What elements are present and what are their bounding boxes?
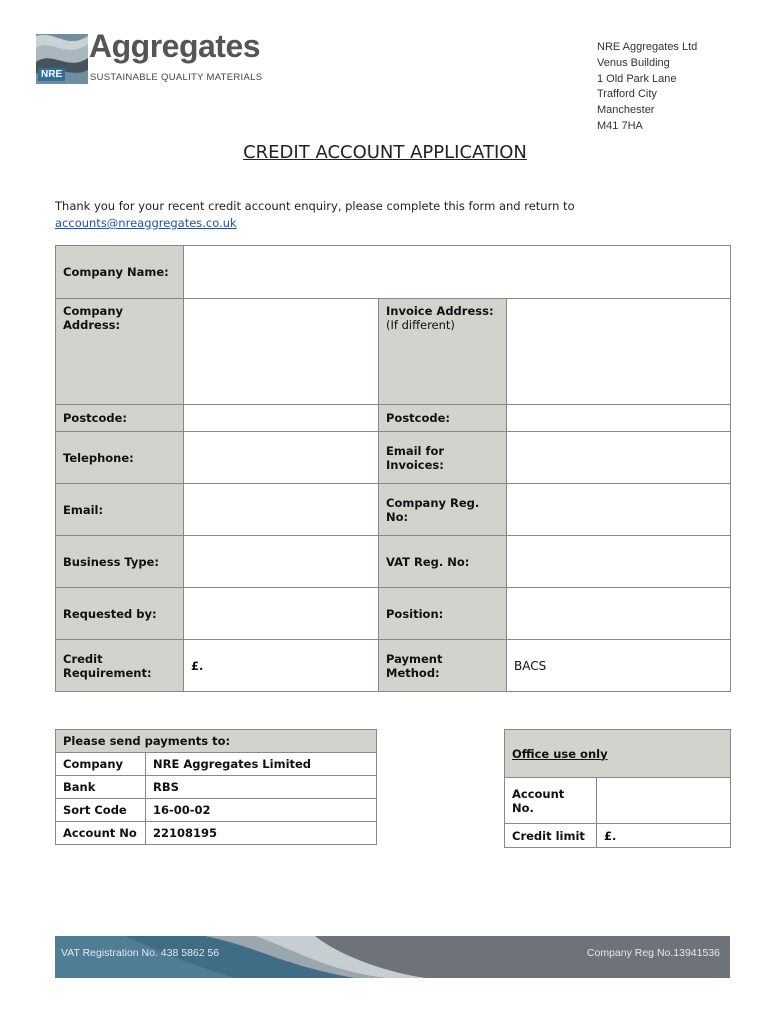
office-credit-limit-label: Credit limit bbox=[505, 824, 597, 848]
payment-label: Account No bbox=[56, 822, 146, 845]
invoice-address-label bbox=[379, 299, 507, 405]
vat-reg-field[interactable] bbox=[507, 536, 731, 588]
credit-requirement-line2: Requirement: bbox=[63, 665, 152, 680]
company-name-label: Company Name: bbox=[56, 246, 184, 299]
business-type-label: Business Type: bbox=[56, 536, 184, 588]
postcode-field[interactable] bbox=[184, 405, 379, 432]
company-address-label: Company Address: bbox=[56, 299, 184, 405]
table-row bbox=[56, 799, 377, 822]
invoice-postcode-field[interactable] bbox=[507, 405, 731, 432]
payment-method-value[interactable]: BACS bbox=[507, 640, 731, 692]
logo-title: Aggregates bbox=[89, 28, 261, 64]
payment-value: 16-00-02 bbox=[146, 799, 377, 822]
invoice-address-field[interactable] bbox=[507, 299, 731, 405]
payment-value: NRE Aggregates Limited bbox=[146, 753, 377, 776]
address-line: M41 7HA bbox=[597, 119, 643, 132]
invoice-address-note: (If different) bbox=[386, 318, 455, 332]
email-invoices-label: Email for Invoices: bbox=[379, 432, 507, 484]
footer-company-reg: Company Reg No.13941536 bbox=[586, 947, 720, 959]
position-label: Position: bbox=[379, 588, 507, 640]
address-line: Venus Building bbox=[597, 56, 670, 69]
telephone-label: Telephone: bbox=[56, 432, 184, 484]
office-use-table bbox=[504, 729, 731, 848]
payment-details-header: Please send payments to: bbox=[56, 730, 377, 753]
office-use-header bbox=[505, 730, 731, 778]
position-field[interactable] bbox=[507, 588, 731, 640]
company-logo bbox=[36, 28, 286, 86]
payment-value: 22108195 bbox=[146, 822, 377, 845]
page-footer bbox=[55, 936, 730, 978]
company-reg-field[interactable] bbox=[507, 484, 731, 536]
payment-value: RBS bbox=[146, 776, 377, 799]
intro-text: Thank you for your recent credit account enquiry, please complete this form and return to bbox=[55, 199, 575, 213]
email-invoices-field[interactable] bbox=[507, 432, 731, 484]
credit-requirement-line1: Credit bbox=[63, 651, 103, 666]
table-row bbox=[56, 822, 377, 845]
credit-requirement-label bbox=[56, 640, 184, 692]
requested-by-field[interactable] bbox=[184, 588, 379, 640]
logo-tagline: SUSTAINABLE QUALITY MATERIALS bbox=[90, 72, 263, 83]
invoice-address-title: Invoice Address: bbox=[386, 304, 494, 318]
credit-requirement-field[interactable]: £. bbox=[184, 640, 379, 692]
table-row bbox=[56, 753, 377, 776]
footer-vat: VAT Registration No. 438 5862 56 bbox=[61, 947, 220, 959]
address-line: Manchester bbox=[597, 104, 655, 117]
office-credit-limit-field[interactable]: £. bbox=[597, 824, 731, 848]
postcode-label: Postcode: bbox=[56, 405, 184, 432]
business-type-field[interactable] bbox=[184, 536, 379, 588]
company-address-field[interactable] bbox=[184, 299, 379, 405]
address-line: 1 Old Park Lane bbox=[597, 72, 677, 85]
company-address-block bbox=[597, 40, 697, 135]
payment-method-label: Payment Method: bbox=[379, 640, 507, 692]
table-row bbox=[56, 776, 377, 799]
invoice-postcode-label: Postcode: bbox=[379, 405, 507, 432]
telephone-field[interactable] bbox=[184, 432, 379, 484]
logo-badge: NRE bbox=[38, 68, 65, 81]
email-field[interactable] bbox=[184, 484, 379, 536]
email-label: Email: bbox=[56, 484, 184, 536]
office-account-no-field[interactable] bbox=[597, 778, 731, 824]
requested-by-label: Requested by: bbox=[56, 588, 184, 640]
intro-paragraph bbox=[55, 198, 575, 232]
application-form-table bbox=[55, 245, 731, 692]
payment-label: Bank bbox=[56, 776, 146, 799]
company-reg-label: Company Reg. No: bbox=[379, 484, 507, 536]
company-name-field[interactable] bbox=[184, 246, 731, 299]
payment-label: Sort Code bbox=[56, 799, 146, 822]
address-line: Trafford City bbox=[597, 88, 657, 101]
address-line: NRE Aggregates Ltd bbox=[597, 41, 698, 53]
payment-label: Company bbox=[56, 753, 146, 776]
office-account-no-label: Account No. bbox=[505, 778, 597, 824]
page-title: CREDIT ACCOUNT APPLICATION bbox=[243, 142, 527, 163]
payment-details-table bbox=[55, 729, 377, 845]
accounts-email-link[interactable]: accounts@nreaggregates.co.uk bbox=[55, 216, 237, 230]
vat-reg-label: VAT Reg. No: bbox=[379, 536, 507, 588]
office-use-title: Office use only bbox=[512, 746, 608, 761]
